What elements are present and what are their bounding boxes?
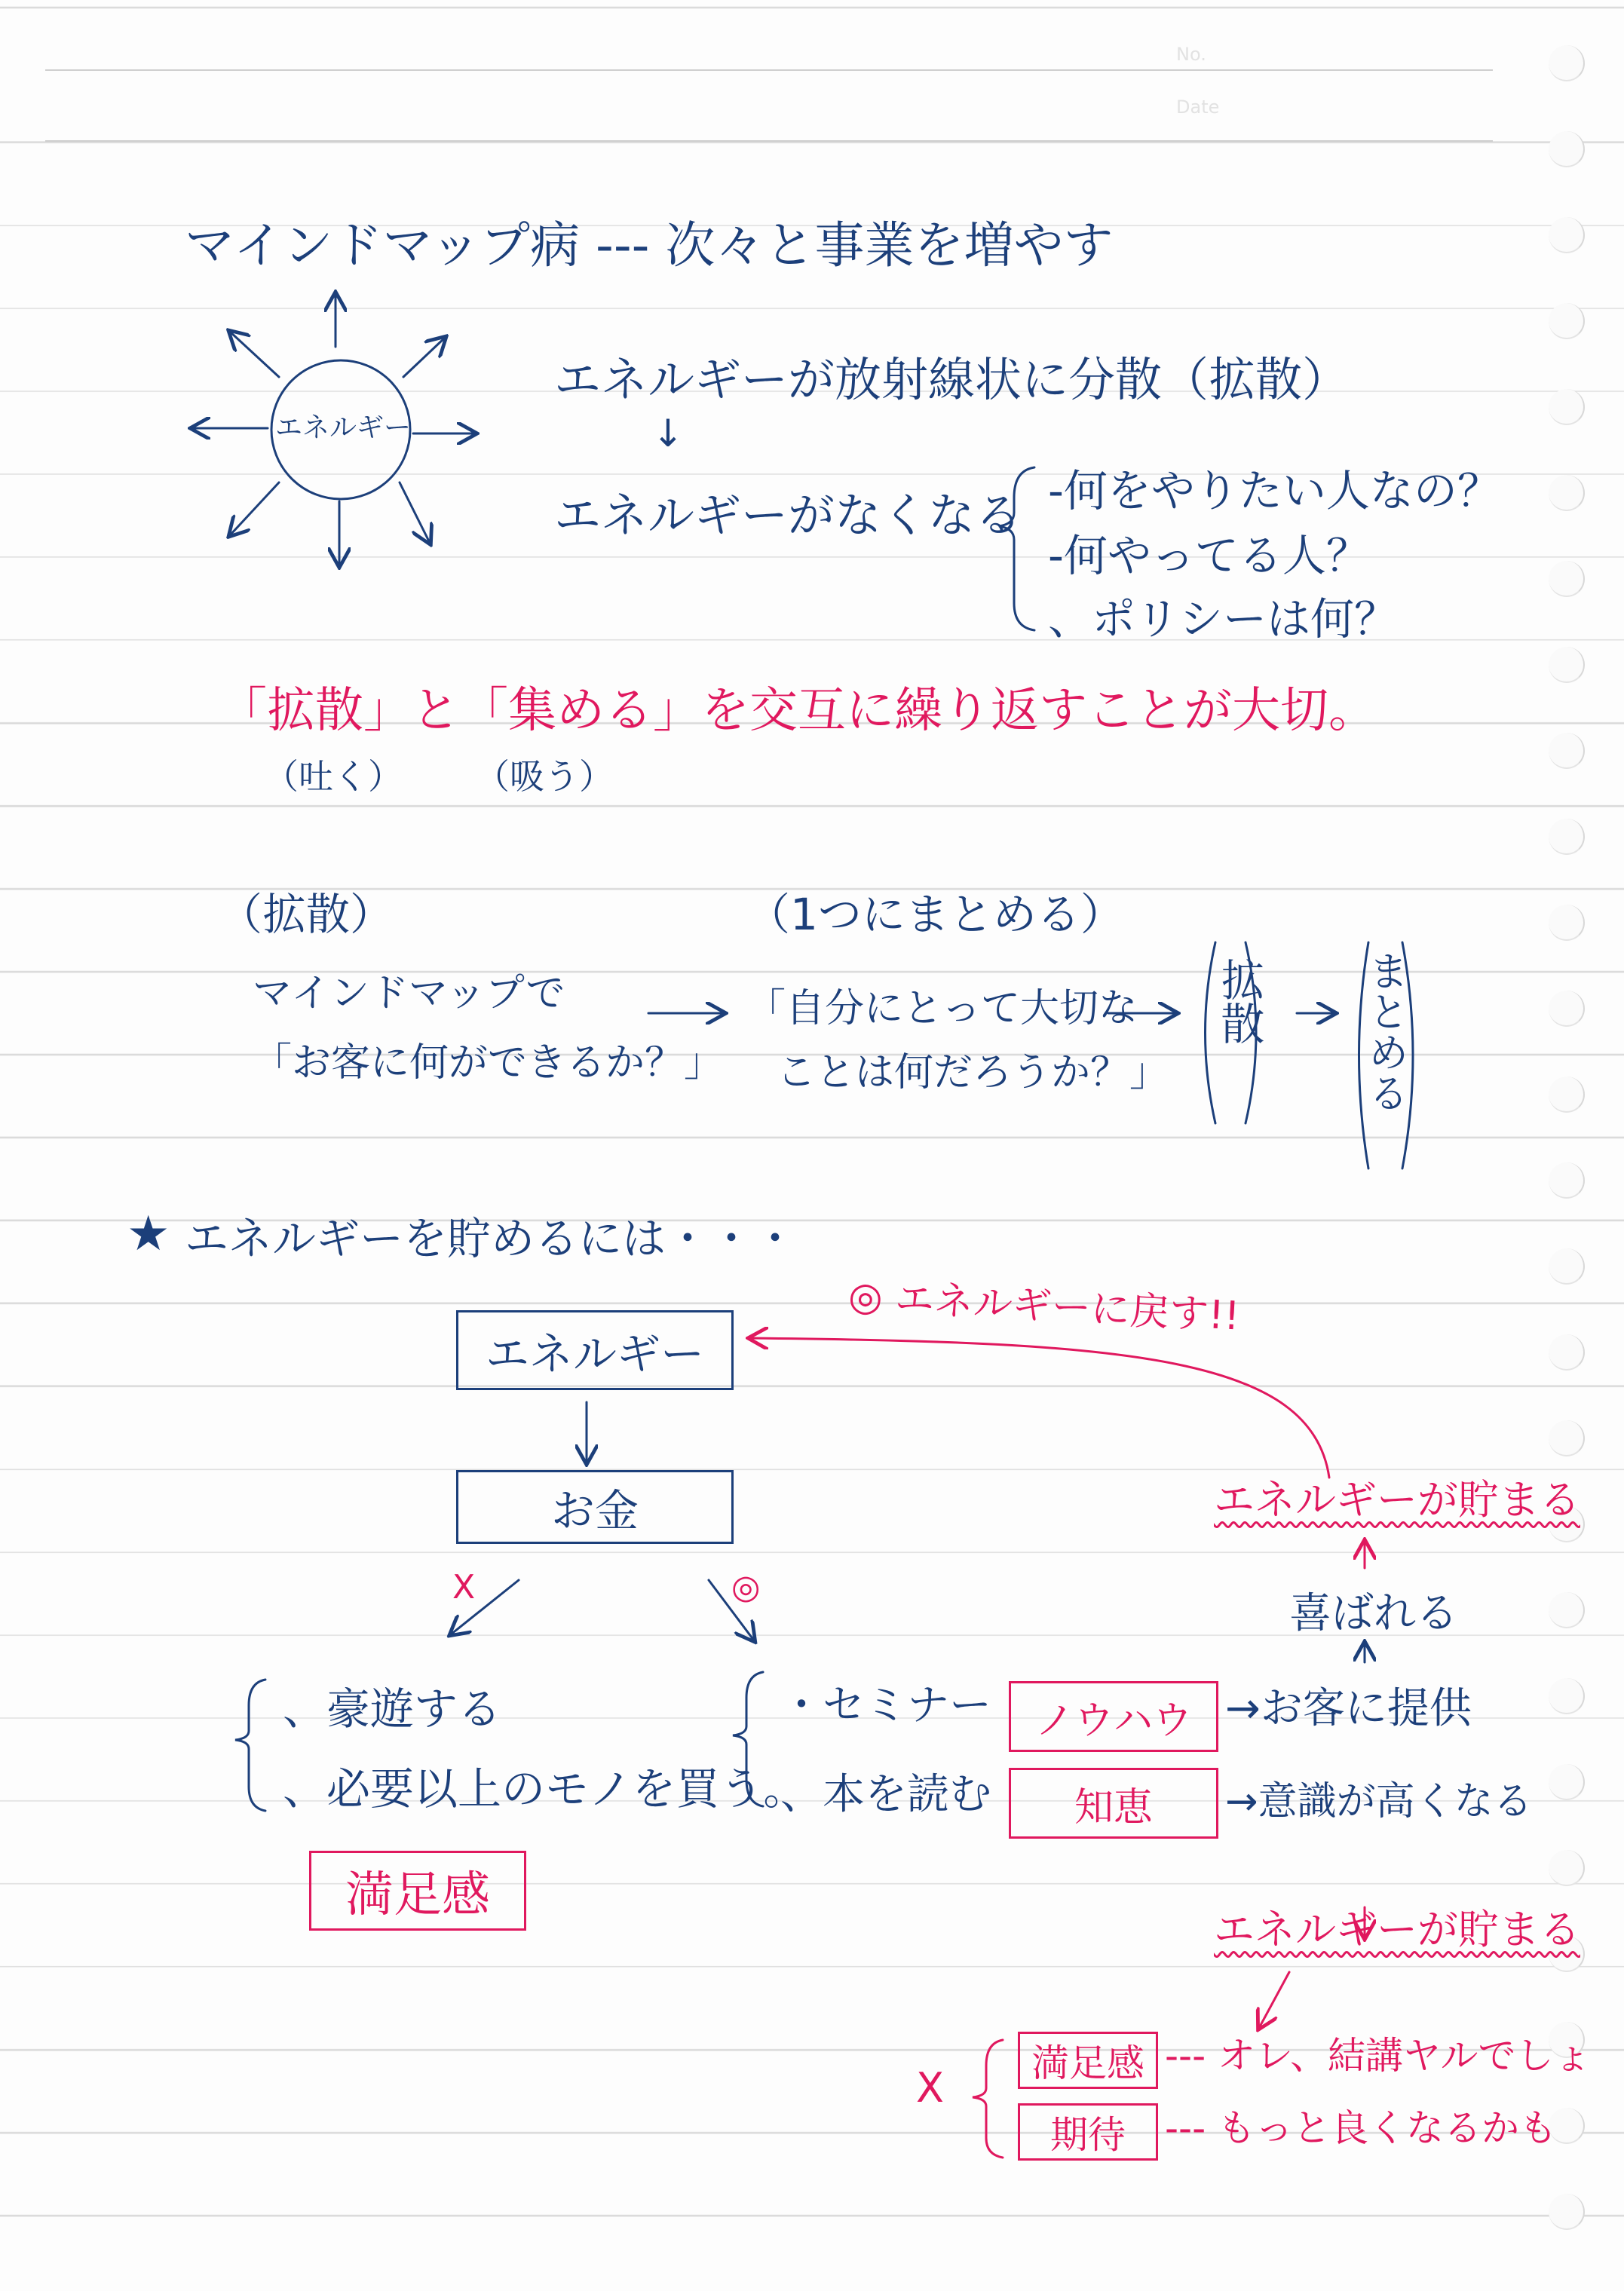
final-x-mark: X (916, 2064, 944, 2112)
final-satisfaction-text: --- オレ、結講ヤルでしょ (1165, 2034, 1592, 2078)
diffuse-label: （拡散） (219, 889, 394, 940)
question-item-1: -何をやりたい人なの？ (1048, 465, 1501, 516)
down-arrow: ↓ (652, 412, 684, 455)
knowhow-box: ノウハウ (1009, 1681, 1218, 1752)
final-satisfaction-box: 満足感 (1018, 2032, 1158, 2089)
mindmap-disease-title: マインドマップ病 --- 次々と事業を増やす (185, 216, 1114, 274)
star-icon: ★ (127, 1206, 170, 1262)
pleased-text: 喜ばれる (1289, 1589, 1458, 1638)
what-can-i-do-question: 「お客に何ができるか？」 (253, 1040, 724, 1086)
energy-dispersed-text: エネルギーが放射線状に分散（拡散） (554, 352, 1350, 407)
double-circle-mark: ◎ (731, 1568, 761, 1606)
energy-stored-top: エネルギーが貯まる (1214, 1476, 1580, 1524)
bad-item-overbuy: 、必要以上のモノを買う。 (283, 1763, 807, 1815)
question-item-2: -何やってる人？ (1048, 530, 1370, 581)
good-item-seminar: ・セミナー (780, 1681, 991, 1730)
date-label: Date (1176, 96, 1220, 118)
final-expectation-text: --- もっと良くなるかも (1165, 2106, 1558, 2150)
diffuse-vertical: 拡散 (1213, 957, 1265, 1045)
money-box: お金 (456, 1470, 734, 1544)
provide-to-customers-text: →お客に提供 (1225, 1684, 1472, 1733)
what-matters-line1: 「自分にとって大切な (746, 986, 1138, 1031)
no-label: No. (1176, 44, 1206, 65)
energy-box: エネルギー (456, 1310, 734, 1390)
energy-gone-text: エネルギーがなくなる (554, 488, 1022, 543)
final-expectation-box: 期待 (1018, 2103, 1158, 2161)
consolidate-vertical: まとめる (1362, 950, 1410, 1113)
consolidate-label: （1つにまとめる） (746, 889, 1124, 940)
mindmap-with-text: マインドマップで (253, 971, 565, 1016)
diffuse-collect-note: 「拡散」と「集める」を交互に繰り返すことが大切。 (219, 683, 1377, 739)
energy-center-label: エネルギー (275, 412, 412, 443)
energy-stored-bottom: エネルギーが貯まる (1214, 1906, 1580, 1953)
x-mark: X (452, 1568, 476, 1606)
what-matters-line2: ことは何だろうか？」 (777, 1050, 1169, 1095)
awareness-rises-text: →意識が高くなる (1225, 1779, 1533, 1824)
exhale-label: （吐く） (264, 756, 403, 797)
bad-item-splurge: 、豪遊する (283, 1683, 502, 1735)
satisfaction-box: 満足感 (309, 1851, 526, 1931)
store-energy-heading: エネルギーを貯めるには・・・ (185, 1213, 798, 1264)
inhale-label: （吸う） (475, 756, 614, 797)
good-item-read-books: 、本を読む (780, 1770, 991, 1819)
question-item-3: 、ポリシーは何？ (1048, 593, 1399, 645)
wisdom-box: 知恵 (1009, 1768, 1218, 1839)
return-to-energy-note: ◎ エネルギーに戻す!! (847, 1273, 1241, 1340)
